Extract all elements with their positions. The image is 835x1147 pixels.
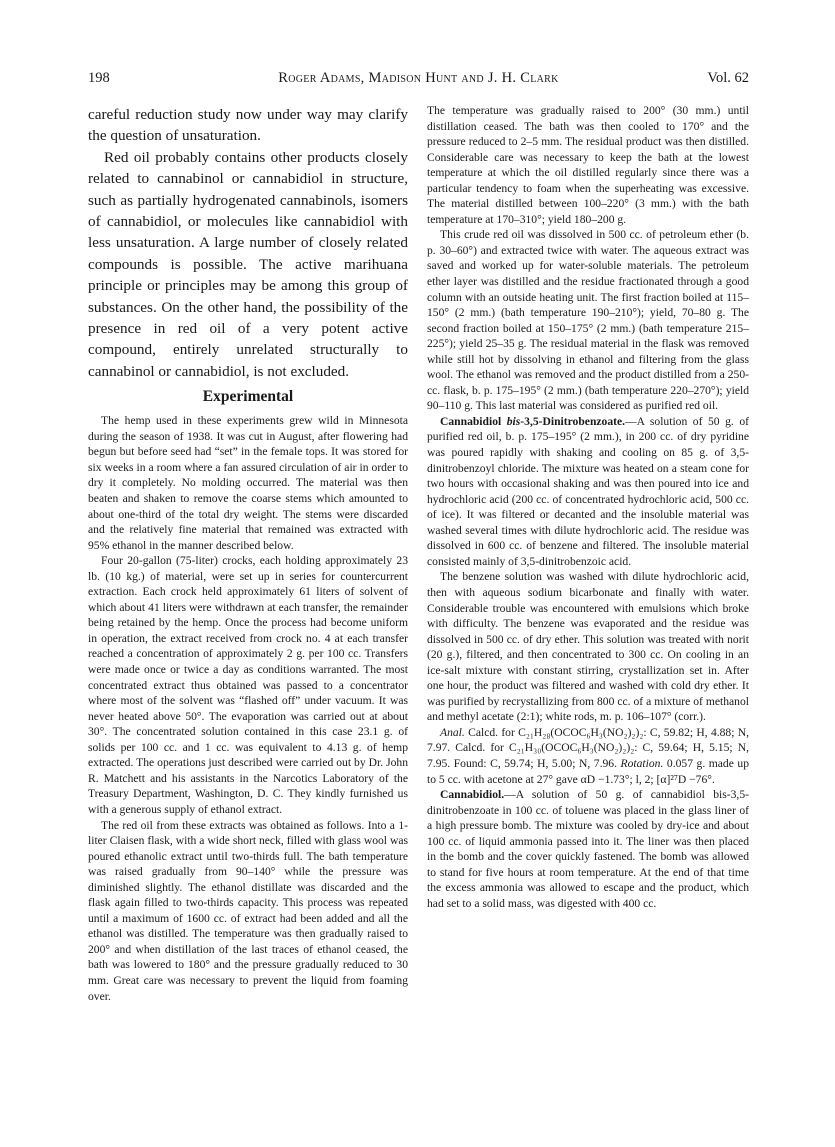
intro-paragraph-2: Red oil probably contains other products closely related to cannabinol or cannabidiol in structure, such as partially hydrogenated cannabinols, isomers of cannabidiol, or molecules like cannabidiol with less unsaturation. A large number of closely related compounds is possible. The active marihuana principle or principles may be among this group of substances. On the other hand, the possibility of the presence in red oil of a very potent active compound, entirely unrelated structurally to cannabinol or cannabidiol, is not excluded. [88,148,408,380]
rotation-label: Rotation. [620,756,664,770]
page-number: 198 [88,70,110,86]
experimental-paragraph-2: Four 20-gallon (75-liter) crocks, each holding approximately 23 lb. (10 kg.) of material, were set up in series for countercurrent extraction. Each crock held approximately 61 liters of solvent of which about 41 liters were withdrawn at each transfer, the remainder being retained by the hemp. Once the process had become uniform in operation, the extract received from crock no. 4 at each transfer reached a concentration of approximately 2 g. per 100 cc. Transfers were made once or twice a day as conditions warranted. The most concentrated extract thus obtained was passed to a concentrator where most of the solvent was “flashed off” under vacuum. It was never heated above 50°. The evaporation was carried out at about 30°. The concentrated solution contained in this case 23.1 g. of solids per 100 cc. and 1 cc. was equivalent to 4.13 g. of hemp extracted. The operations just described were carried out by Dr. John R. Matchett and his assistants in the Narcotics Laboratory of the Treasury Department, Washington, D. C. They kindly furnished us with a generous supply of ethanol extract. [88,554,408,816]
intro-section [88,104,408,382]
section-title: Experimental [202,388,294,406]
analysis-label: Anal. [440,725,465,739]
running-authors: Roger Adams, Madison Hunt and J. H. Clark [278,70,559,86]
distillation-paragraph: The temperature was gradually raised to 200° (30 mm.) until distillation ceased. The bath was then cooled to 170° and the pressure reduced to 2–5 mm. The residual product was then distilled. Considerable care was necessary to keep the bath at the lowest temperature at which the oil distilled regularly since there was a particular tendency to foam when the superheating was excessive. The material distilled between 100–220° (3 mm.) with the bath temperature at 170–310°; yield 180–200 g. [427,104,749,226]
experimental-section [88,413,408,1004]
cannabidiol-paragraph [427,787,749,911]
cannabidiol-heading: Cannabidiol. [440,788,505,802]
experimental-paragraph-1: The hemp used in these experiments grew wild in Minnesota during the season of 1938. It was cut in August, after flowering had begun but before seed had “set” in the female tops. It was stored for six weeks in a room where a fan assured circulation of air in order to dry it completely. No molding occurred. The material was then beaten and shaken to remove the coarse stems which amounted to about one-third of the total dry weight. The stems were discarded and the relatively fine material that remained was extracted with 95% ethanol in the manner described below. [88,414,408,552]
volume-label: Vol. 62 [707,70,749,86]
experimental-paragraph-3: The red oil from these extracts was obtained as follows. Into a 1-liter Claisen flask, with a wide short neck, filled with glass wool was poured ethanolic extract until two-thirds full. The bath temperature was raised gradually from 90–140° while the pressure was diminished slightly. The ethanol distillate was discarded and the flask again filled to two-thirds capacity. This process was repeated until a maximum of 1600 cc. of extract had been added and all the ethanol was distilled. The temperature was then gradually raised to 200° and when distillation of the last traces of ethanol ceased, the bath was lowered to 180° and the pressure gradually reduced to 30 mm. Great care was necessary to prevent the liquid from foaming over. [88,818,408,1003]
rotation-text: 0.057 g. made up to 5 cc. with acetone at 27° gave αD −1.73°; l, 2; [α]²⁷D −76°. [427,756,749,786]
running-header [88,70,749,92]
cannabidiol-text: —A solution of 50 g. of cannabidiol bis-3,5-dinitrobenzoate in 100 cc. of toluene was placed in the glass liner of a high pressure bomb. The mixture was cooled by dry-ice and about 100 cc. of liquid ammonia passed into it. The liner was then placed in the bomb and the cover quickly fastened. The bomb was allowed to stand for five hours at room temperature. At the end of that time the excess ammonia was allowed to escape and the product, which had set to a solid mass, was digested with 400 cc. [427,788,749,910]
dinitrobenzoate-text: —A solution of 50 g. of purified red oil, b. p. 175–195° (2 mm.), in 200 cc. of dry pyridine was poured rapidly with shaking and cooling on 85 g. of 3,5-dinitrobenzoyl chloride. The mixture was heated on a steam cone for two hours with occasional shaking and was then poured into ice and hydrochloric acid (200 cc. of concentrated hydrochloric acid, 500 cc. of ice). It was filtered or decanted and the insoluble material was washed several times with dilute hydrochloric acid. The residue was dissolved in 600 cc. of benzene and filtered. The insoluble material consisted mainly of 3,5-dinitrobenzoic acid. [427,414,749,568]
dinitrobenzoate-heading: Cannabidiol bis-3,5-Dinitrobenzoate. [440,414,626,428]
dinitrobenzoate-paragraph [427,414,749,569]
benzene-paragraph: The benzene solution was washed with dilute hydrochloric acid, then with aqueous sodium bicarbonate and finally with water. Considerable trouble was encountered with emulsions which broke with difficulty. The benzene was evaporated and the residue was dissolved in 500 cc. of dry ether. This solution was treated with norit (20 g.), filtered, and then concentrated to 300 cc. On cooling in an ice-salt mixture with constant stirring, crystallization set in. After one hour, the product was filtered and washed with cold dry ether. It was purified by recrystallizing from 800 cc. of a mixture of methanol and methyl acetate (2:1); white rods, m. p. 106–107° (corr.). [427,570,749,724]
right-column [427,103,749,911]
analysis-text: Calcd. for C₂₁H₂₈(OCOC₆H₃(NO₂)₂)₂: C, 59.82; H, 4.88; N, 7.97. Calcd. for C₂₁H₃₀(OCOC₆H₃(NO₂)₂)₂: C, 59.64; H, 5.15; N, 7.95. Found: C, 59.74; H, 5.00; N, 7.96. [427,725,750,770]
left-column [88,104,408,1004]
analysis-paragraph [427,725,749,787]
intro-paragraph-1: careful reduction study now under way may clarify the question of unsaturation. [88,106,408,145]
fractionation-paragraph: This crude red oil was dissolved in 500 cc. of petroleum ether (b. p. 30–60°) and extracted twice with water. The aqueous extract was saved and worked up for water-soluble materials. The petroleum ether layer was distilled and the residue fractionated through a good column with an outside heating unit. The first fraction boiled at 115–150° (2 mm.) (bath temperature 190–210°); yield, 70–80 g. The second fraction boiled at 150–175° (2 mm.) (bath temperature 215–225°); yield 25–35 g. The residual material in the flask was removed while still hot by dissolving in ethanol and filtering from the glass wool. The ethanol was removed and the product distilled from a 250-cc. flask, b. p. 175–195° (2 mm.) (bath temperature 220–270°); yield 90–110 g. This last material was considered as purified red oil. [427,228,749,413]
